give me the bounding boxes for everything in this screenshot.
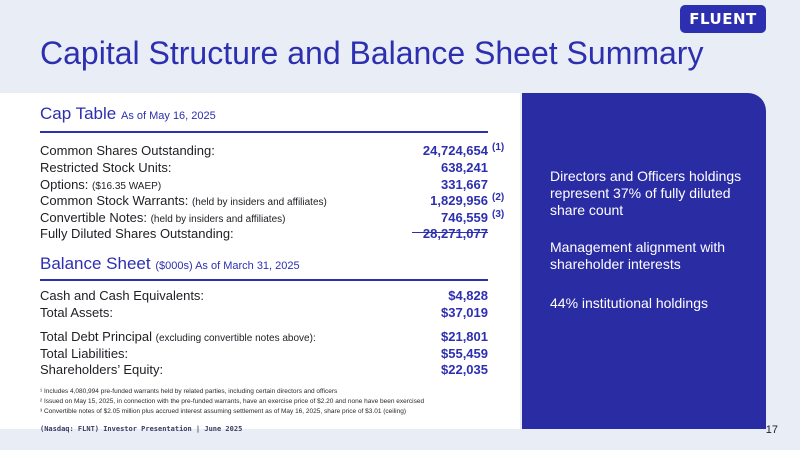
cap-row-value: 28,271,077 — [422, 226, 488, 241]
cap-row-label-text: Fully Diluted Shares Outstanding: — [40, 226, 234, 241]
balance-sheet-title-text: Balance Sheet — [40, 254, 151, 273]
highlights-panel — [522, 93, 766, 429]
cap-row-label — [40, 177, 161, 192]
cap-row-value: 746,559 — [441, 210, 488, 225]
cap-row-warrants — [40, 193, 510, 210]
highlight-insider-holdings: Directors and Officers holdings represent 37% of fully diluted share count — [550, 168, 742, 218]
cap-row-label — [40, 210, 285, 225]
cap-row-label-text: Restricted Stock Units: — [40, 160, 172, 175]
highlight-management-alignment: Management alignment with shareholder interests — [550, 239, 726, 272]
bs-row-label — [40, 346, 128, 361]
bs-row-label-text: Total Liabilities: — [40, 346, 129, 361]
cap-row-common-shares — [40, 143, 510, 160]
bs-row-label-text: Total Assets: — [40, 305, 113, 320]
cap-table-title — [40, 104, 216, 124]
bs-row-label-text: Cash and Cash Equivalents: — [40, 288, 205, 303]
bs-row-label — [40, 329, 316, 344]
cap-row-rsu — [40, 160, 510, 177]
cap-row-value: 638,241 — [441, 160, 488, 175]
cap-table-subtitle: As of May 16, 2025 — [120, 110, 216, 122]
cap-row-convertible-notes — [40, 210, 510, 227]
bs-row-label-text: Shareholders’ Equity: — [40, 362, 164, 377]
bs-row-label — [40, 362, 163, 377]
page-title: Capital Structure and Balance Sheet Summary — [40, 35, 704, 71]
cap-row-label-text: Common Stock Warrants: — [40, 193, 189, 208]
balance-sheet-subtitle: ($000s) As of March 31, 2025 — [155, 260, 300, 272]
cap-row-label-text: Common Shares Outstanding: — [40, 143, 215, 158]
bs-row-value: $22,035 — [441, 362, 488, 377]
bs-row-value: $4,828 — [448, 288, 488, 303]
fluent-logo: FLUENT — [680, 5, 766, 33]
footnote-1: ¹ Includes 4,080,994 pre-funded warrants held by related parties, including certain directors and officers — [40, 388, 338, 395]
bs-row-label-text: Total Debt Principal — [40, 329, 152, 344]
bs-row-cash — [40, 288, 510, 305]
bs-row-total-assets — [40, 305, 510, 322]
footer-text: (Nasdaq: FLNT) Investor Presentation | June 2025 — [40, 425, 243, 433]
cap-row-label — [40, 193, 327, 208]
cap-row-label-text: Options: — [40, 177, 89, 192]
bs-row-label — [40, 288, 204, 303]
footnote-2: ² Issued on May 15, 2025, in connection with the pre-funded warrants, have an exercise price of $2.20 and none have been exercised — [40, 398, 425, 405]
cap-table-rule — [40, 131, 488, 133]
bs-row-value: $37,019 — [441, 305, 488, 320]
page-number: 17 — [765, 424, 778, 436]
highlight-institutional-holdings: 44% institutional holdings — [550, 295, 708, 311]
cap-row-footnote-ref: (1) — [492, 142, 505, 153]
cap-row-label — [40, 143, 215, 158]
cap-row-note: ($16.35 WAEP) — [92, 181, 162, 192]
bs-row-value: $21,801 — [441, 329, 488, 344]
cap-row-fully-diluted — [40, 226, 510, 243]
cap-row-label — [40, 226, 234, 241]
footnote-3: ³ Convertible notes of $2.05 million plus accrued interest assuming settlement as of May 16, 2025, share price of $3.01 (ceiling) — [40, 408, 406, 415]
bs-row-note: (excluding convertible notes above): — [155, 333, 316, 344]
cap-table-title-text: Cap Table — [40, 104, 117, 123]
cap-row-value: 24,724,654 — [422, 143, 488, 158]
bs-row-value: $55,459 — [441, 346, 488, 361]
cap-row-footnote-ref: (3) — [492, 209, 505, 220]
bs-row-total-liabilities — [40, 346, 510, 363]
bs-row-equity — [40, 362, 510, 379]
cap-row-label-text: Convertible Notes: — [40, 210, 147, 225]
cap-row-footnote-ref: (2) — [492, 192, 505, 203]
cap-row-note: (held by insiders and affiliates) — [191, 197, 327, 208]
balance-sheet-rule — [40, 279, 488, 281]
cap-row-value: 331,667 — [441, 177, 488, 192]
cap-row-options — [40, 177, 510, 194]
balance-sheet-title — [40, 254, 300, 274]
bs-row-total-debt — [40, 329, 510, 346]
cap-row-note: (held by insiders and affiliates) — [150, 214, 286, 225]
cap-row-label — [40, 160, 172, 175]
cap-row-value: 1,829,956 — [430, 193, 488, 208]
bs-row-label — [40, 305, 113, 320]
